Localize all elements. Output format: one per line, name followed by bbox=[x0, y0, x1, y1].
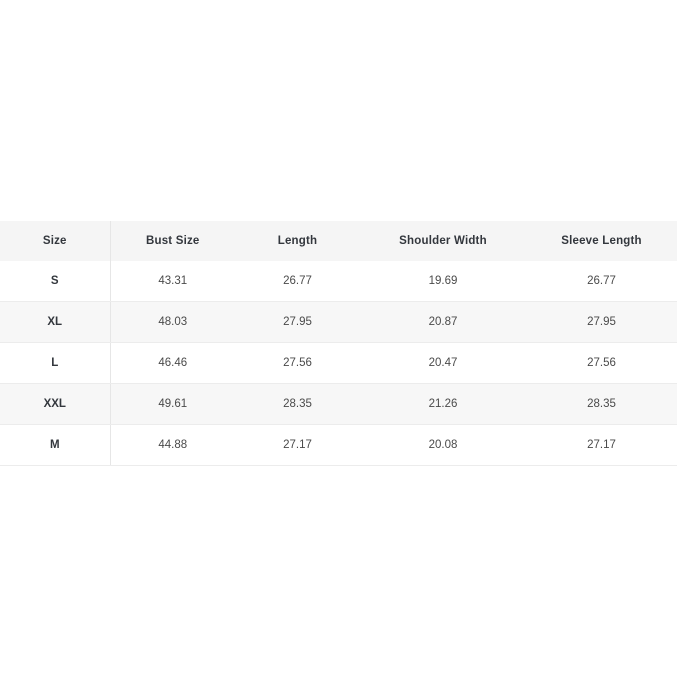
cell-shoulder: 19.69 bbox=[360, 261, 526, 302]
column-header-shoulder-width: Shoulder Width bbox=[399, 235, 487, 247]
cell-bust: 46.46 bbox=[110, 343, 235, 384]
table-row bbox=[0, 343, 677, 384]
cell-size: XXL bbox=[0, 384, 110, 425]
cell-shoulder: 21.26 bbox=[360, 384, 526, 425]
cell-length: 26.77 bbox=[235, 261, 360, 302]
cell-bust: 44.88 bbox=[110, 425, 235, 466]
table-header bbox=[0, 221, 677, 261]
size-chart-table bbox=[0, 221, 677, 466]
cell-size: M bbox=[0, 425, 110, 466]
cell-sleeve: 27.95 bbox=[526, 302, 677, 343]
cell-length: 27.56 bbox=[235, 343, 360, 384]
cell-length: 27.95 bbox=[235, 302, 360, 343]
cell-sleeve: 27.17 bbox=[526, 425, 677, 466]
table-row bbox=[0, 384, 677, 425]
table-row bbox=[0, 425, 677, 466]
cell-size: L bbox=[0, 343, 110, 384]
cell-size: S bbox=[0, 261, 110, 302]
cell-shoulder: 20.87 bbox=[360, 302, 526, 343]
cell-bust: 43.31 bbox=[110, 261, 235, 302]
cell-size: XL bbox=[0, 302, 110, 343]
cell-shoulder: 20.08 bbox=[360, 425, 526, 466]
table-body bbox=[0, 261, 677, 466]
column-header-bust-size: Bust Size bbox=[145, 235, 200, 247]
column-header-length: Length bbox=[277, 235, 318, 247]
cell-shoulder: 20.47 bbox=[360, 343, 526, 384]
cell-sleeve: 28.35 bbox=[526, 384, 677, 425]
column-header-sleeve-length: Sleeve Length bbox=[561, 235, 642, 247]
table-row bbox=[0, 261, 677, 302]
column-header-size: Size bbox=[0, 221, 110, 261]
cell-length: 27.17 bbox=[235, 425, 360, 466]
table-row bbox=[0, 302, 677, 343]
cell-bust: 48.03 bbox=[110, 302, 235, 343]
cell-bust: 49.61 bbox=[110, 384, 235, 425]
size-chart-container bbox=[0, 221, 677, 466]
cell-length: 28.35 bbox=[235, 384, 360, 425]
cell-sleeve: 27.56 bbox=[526, 343, 677, 384]
cell-sleeve: 26.77 bbox=[526, 261, 677, 302]
table-header-row bbox=[0, 221, 677, 261]
